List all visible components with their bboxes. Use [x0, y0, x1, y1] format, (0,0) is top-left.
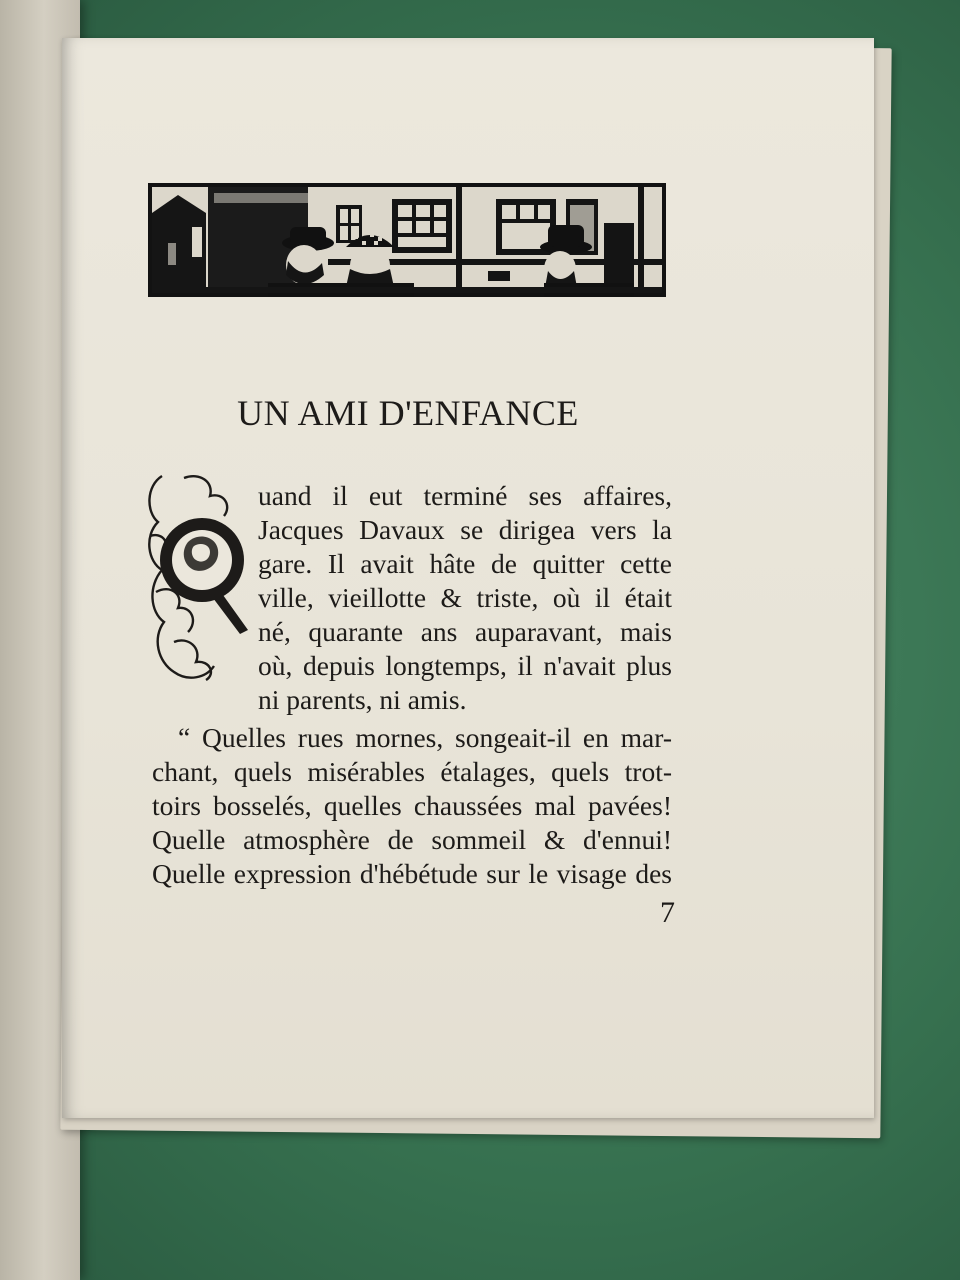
text-line: où, depuis longtemps, il n'avait plus: [258, 650, 672, 681]
text-line: ni parents, ni amis.: [258, 684, 467, 715]
chapter-title: UN AMI D'ENFANCE: [237, 393, 579, 433]
text-line: Quelle atmosphère de sommeil & d'ennui!: [152, 824, 672, 855]
text-line: “ Quelles rues mornes, songeait-il en mar-: [178, 722, 672, 753]
text-line: uand il eut terminé ses affaires,: [258, 480, 672, 511]
text-line: gare. Il avait hâte de quitter cette: [258, 548, 672, 579]
text-line: Jacques Davaux se dirigea vers la: [258, 514, 672, 545]
text-line: ville, vieillotte & triste, où il était: [258, 582, 672, 613]
text-line: toirs bosselés, quelles chaussées mal pavées!: [152, 790, 672, 821]
text-line: chant, quels misérables étalages, quels trot-: [152, 756, 672, 787]
page-number: 7: [660, 896, 675, 929]
text-line: né, quarante ans auparavant, mais: [258, 616, 672, 647]
text-line: Quelle expression d'hébétude sur le visage des: [152, 858, 672, 889]
